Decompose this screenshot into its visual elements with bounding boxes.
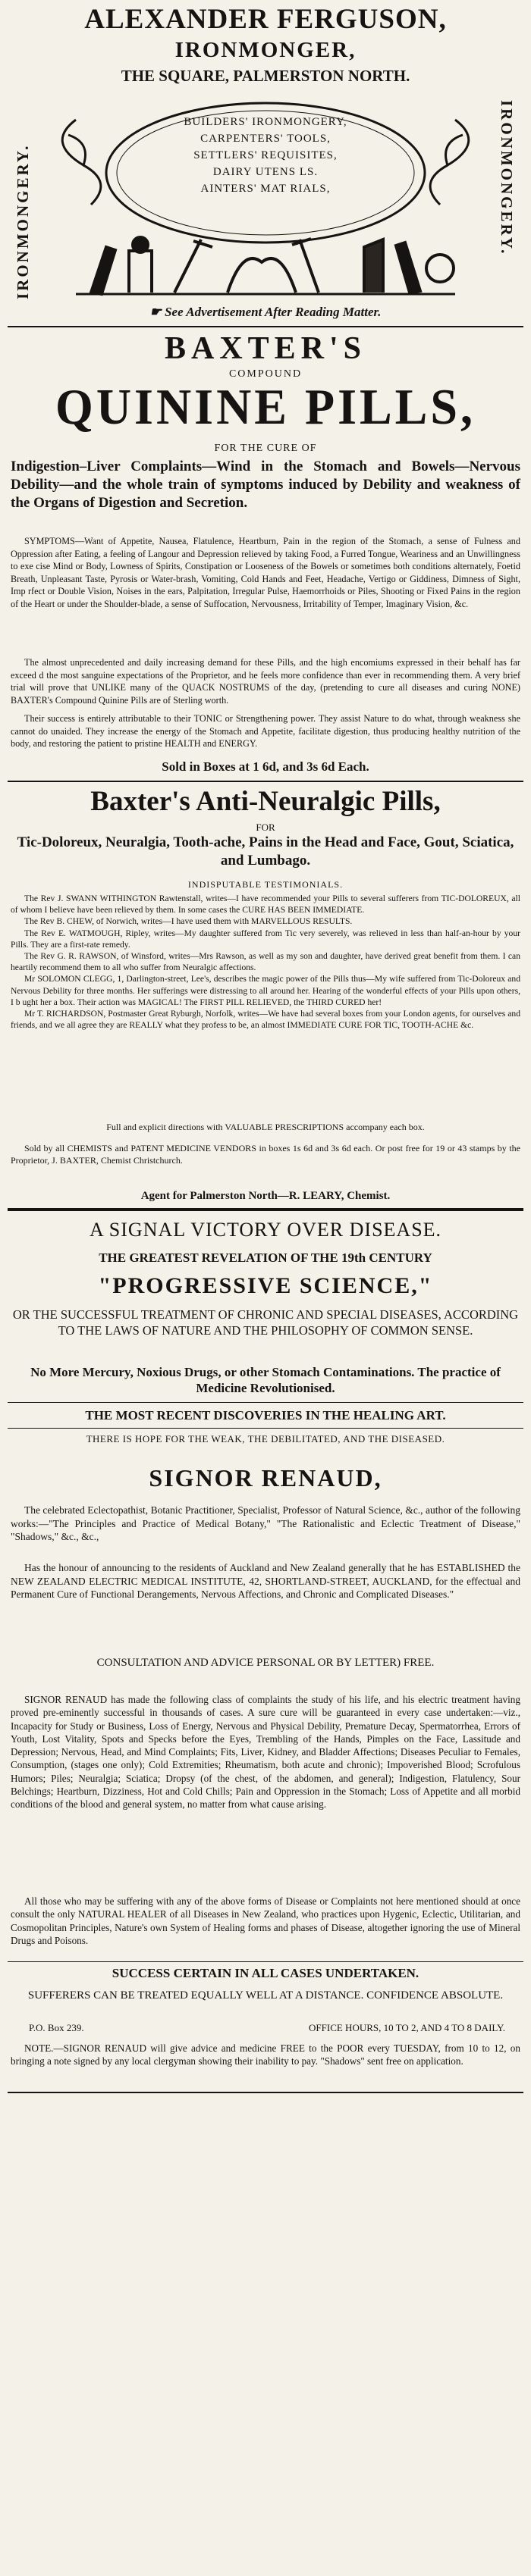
renaud-headline: A SIGNAL VICTORY OVER DISEASE. bbox=[89, 1219, 442, 1241]
testimonial: The Rev J. SWANN WITHINGTON Rawtenstall, writes—I have recommended your Pills to several sufferers from TIC-DOLOREUX, all of whom I believe have been relieved by them. In some cases the CURE HAS BEEN IMMEDIATE. bbox=[11, 894, 520, 916]
testimonial: Mr SOLOMON CLEGG, 1, Darlington-street, Lee's, describes the magic power of the Pills thus—My wife suffered from Tic-Doloreux and Nervous Debility for three months. Her sufferings were distressing to all around her. Hearing of the wonderful effects of your Pills upon others, I b ught her a box. Their action was MAGICAL! The FIRST PILL RELIEVED, the THIRD CURED her! bbox=[11, 974, 520, 1007]
neuralgic-directions: Full and explicit directions with VALUABLE PRESCRIPTIONS accompany each box. bbox=[106, 1122, 425, 1132]
blank-newsprint bbox=[0, 2099, 531, 2576]
baxter-for-cure: FOR THE CURE OF bbox=[214, 443, 317, 454]
baxter-price: Sold in Boxes at 1 6d, and 3s 6d Each. bbox=[162, 759, 369, 774]
neuralgic-for: FOR bbox=[256, 822, 275, 833]
renaud-name: SIGNOR RENAUD, bbox=[149, 1464, 382, 1491]
divider bbox=[8, 1208, 523, 1211]
banner-line: AINTERS' MAT RIALS, bbox=[200, 183, 331, 195]
neuralgic-sold-by: Sold by all CHEMISTS and PATENT MEDICINE VENDORS in boxes 1s 6d and 3s 6d each. Or post free for 19 or 43 stamps by the Proprietor, J. BAXTER, Chemist Christchurch. bbox=[11, 1143, 520, 1166]
testimonial: The Rev B. CHEW, of Norwich, writes—I have used them with MARVELLOUS RESULTS. bbox=[24, 916, 353, 927]
neuralgic-agent: Agent for Palmerston North—R. LEARY, Chemist. bbox=[140, 1190, 391, 1202]
ferguson-trade: IRONMONGER, bbox=[174, 38, 357, 62]
banner-line: DAIRY UTENS LS. bbox=[212, 166, 319, 178]
scroll-left bbox=[62, 120, 101, 205]
divider bbox=[8, 1961, 523, 1962]
renaud-contact bbox=[11, 2022, 520, 2034]
renaud-consultation: CONSULTATION AND ADVICE PERSONAL OR BY LETTER) FREE. bbox=[96, 1657, 435, 1669]
baxter-success: The almost unprecedented and daily increasing demand for these Pills, and the high encomiums expressed in their behalf has far exceed d the most sanguine expectations of the Proprietor, and he feels more confidence than ever in recommending them. A very brief trial will prove that UNLIKE many of the QUACK NOSTRUMS of the day, (pretending to cure all diseases and curing NONE) BAXTER's Compound Quinine Pills are of Sterling worth. bbox=[11, 657, 520, 706]
renaud-hope: THERE IS HOPE FOR THE WEAK, THE DEBILITATED, AND THE DISEASED. bbox=[86, 1433, 445, 1445]
renaud-distance: SUFFERERS CAN BE TREATED EQUALLY WELL AT A DISTANCE. CONFIDENCE ABSOLUTE. bbox=[27, 1989, 504, 2002]
tools-row bbox=[76, 237, 455, 294]
baxter-product: QUININE PILLS, bbox=[55, 378, 476, 435]
renaud-note: NOTE.—SIGNOR RENAUD will give advice and medicine FREE to the POOR every TUESDAY, from 10 to 12, on bringing a note signed by any local clergyman showing their inability to pay. "Shadows" sent free on application. bbox=[11, 2042, 520, 2067]
renaud-recent: THE MOST RECENT DISCOVERIES IN THE HEALING ART. bbox=[85, 1408, 446, 1423]
testimonials-heading: INDISPUTABLE TESTIMONIALS. bbox=[187, 879, 344, 890]
ferguson-side-right: IRONMONGERY. bbox=[498, 100, 516, 256]
renaud-science: "PROGRESSIVE SCIENCE," bbox=[98, 1273, 433, 1298]
baxter-title: BAXTER'S bbox=[164, 331, 367, 366]
ferguson-side-left: IRONMONGERY. bbox=[14, 143, 32, 299]
divider bbox=[8, 781, 523, 782]
renaud-hours: OFFICE HOURS, 10 TO 2, AND 4 TO 8 DAILY. bbox=[309, 2022, 505, 2033]
testimonial: Mr T. RICHARDSON, Postmaster Great Ryburgh, Norfolk, writes—We have had several boxes from your London agents, for ourselves and friends, and we all agree they are REALLY what they profess to be, an almost IMMEDIATE CURE FOR TIC, TOOTH-ACHE &c. bbox=[11, 1009, 520, 1031]
divider bbox=[8, 1428, 523, 1429]
renaud-all-those: All those who may be suffering with any of the above forms of Disease or Complaints not here mentioned should at once consult the only NATURAL HEALER of all Diseases in New Zealand, who practices upon Hygenic, Eclectic, Utilitarian, and Cosmopolitan Principles, Nature's own System of Healing forms and phases of Disease, altogether ignoring the use of Mineral Drugs and Poisons. bbox=[11, 1895, 520, 1946]
baxter-indications: Indigestion–Liver Complaints—Wind in the Stomach and Bowels—Nervous Debility—and the whole train of symptoms induced by Debility and weakness of the Organs of Digestion and Secretion. bbox=[11, 459, 520, 511]
renaud-or-the: OR THE SUCCESSFUL TREATMENT OF CHRONIC AND SPECIAL DISEASES, ACCORDING TO THE LAWS OF NATURE AND THE PHILOSOPHY OF COMMON SENSE. bbox=[12, 1307, 519, 1338]
renaud-no-mercury: No More Mercury, Noxious Drugs, or other Stomach Contaminations. The practice of Medicine Revolutionised. bbox=[30, 1365, 501, 1395]
baxter-tonic: Their success is entirely attributable to their TONIC or Strengthening power. They assist Nature to do what, through weakness she cannot do unaided. They increase the energy of the Stomach and Appetite, facilitate digestion, thus producing healthy nutrition of the body, and restoring the patient to pristine HEALTH and ENERGY. bbox=[11, 713, 520, 749]
divider bbox=[8, 1402, 523, 1403]
testimonial: The Rev G. R. RAWSON, of Winsford, writes—Mrs Rawson, as well as my son and daughter, have derived great benefit from them. I can heartily recommend them to all who suffer from Neuralgic affections. bbox=[11, 951, 520, 973]
renaud-treats: SIGNOR RENAUD has made the following class of complaints the study of his life, and his electric treatment having proved pre-eminently successful in thousands of cases. A sure cure will be guaranteed in every case undertaken:—viz., Incapacity for Study or Business, Loss of Energy, Nervous and Physical Debility, Premature Decay, Spermatorrhea, Errors of Youth, Lost Vitality, Spots and Specks before the Eyes, Trembling of the Hands, Pimples on the Face, Lassitude and Depression; Nervous, Head, and Mind Complaints; Fits, Liver, Kidney, and Bladder Affections; Diseases Peculiar to Females, Consumption, (stages one only); Cold Extremities; Rheumatism, both acute and chronic); Impoverished Blood; Scrofulous Humors; Piles; Neuralgia; Sciatica; Dropsy (of the chest, of the abdomen, and general); Indigestion, Flatulency, Sour Belchings; Heartburn, Dizziness, Hot and Cold Chills; Pain and Oppression in the Stomach; Loss of Appetite and all morbid conditions of the blood and general system, no matter from what cause arising. bbox=[11, 1694, 520, 1811]
neuralgic-conditions: Tic-Doloreux, Neuralgia, Tooth-ache, Pains in the Head and Face, Gout, Sciatica, and Lumbago. bbox=[17, 834, 514, 869]
renaud-success: SUCCESS CERTAIN IN ALL CASES UNDERTAKEN. bbox=[112, 1966, 419, 1980]
testimonial: The Rev E. WATMOUGH, Ripley, writes—My daughter suffered from Tic very severely, was relieved in less than half-an-hour by your Pills. They are a first-rate remedy. bbox=[11, 928, 520, 950]
renaud-announce: Has the honour of announcing to the residents of Auckland and New Zealand generally that he has ESTABLISHED the NEW ZEALAND ELECTRIC MEDICAL INSTITUTE, 42, SHORTLAND-STREET, AUCKLAND, for the effectual and Permanent Cure of Functional Derangements, Nervous Affections, and Chronic and Complicated Diseases." bbox=[11, 1562, 520, 1600]
renaud-intro: The celebrated Eclectopathist, Botanic Practitioner, Specialist, Professor of Natural Science, &c., author of the following works:—"The Principles and Practice of Medical Botany," "The Rationalistic and Eclectic Treatment of Disease," "Shadows," &c., &c., bbox=[11, 1504, 520, 1542]
renaud-revelation: THE GREATEST REVELATION OF THE 19th CENTURY bbox=[99, 1250, 432, 1265]
ferguson-footer bbox=[11, 305, 520, 320]
pointing-hand-icon: ☛ bbox=[149, 305, 165, 319]
divider bbox=[8, 326, 523, 327]
testimonials-list bbox=[11, 893, 520, 1031]
ferguson-name: ALEXANDER FERGUSON, bbox=[84, 4, 447, 35]
scroll-right bbox=[430, 120, 469, 205]
divider bbox=[8, 2092, 523, 2093]
baxter-symptoms: SYMPTOMS—Want of Appetite, Nausea, Flatulence, Heartburn, Pain in the region of the Stomach, a sense of Fulness and Oppression after Eating, a feeling of Langour and Depression relieved by taking Food, a Furred Tongue, Weariness and an Unwillingness to exe cise Mind or Body, Lowness of Spirits, Constipation or Looseness of the Bowels or sometimes both conditions alternately, Foetid Breath, Unpleasant Taste, Pyrosis or Water-brash, Vomiting, Cold Hands and Feet, Headache, Vertigo or Giddiness, Dimness of Sight, Imp rfect or Double Vision, Noises in the ears, Palpitation, Irregular Pulse, Haemorrhoids or Piles, Shooting or Fixed Pains in the region of the Heart or under the Shoulder-blade, a sense of Suffocation, Nervousness, Irritability of Temper, Imaginary Vision, &c. bbox=[11, 536, 520, 609]
ferguson-footer-text: See Advertisement After Reading Matter. bbox=[165, 305, 382, 319]
banner-line: BUILDERS' IRONMONGERY, bbox=[184, 116, 347, 128]
renaud-po-box: P.O. Box 239. bbox=[29, 2022, 84, 2033]
ferguson-banner bbox=[152, 114, 379, 197]
banner-line: CARPENTERS' TOOLS, bbox=[200, 133, 331, 145]
neuralgic-title: Baxter's Anti-Neuralgic Pills, bbox=[90, 786, 441, 817]
ferguson-address: THE SQUARE, PALMERSTON NORTH. bbox=[121, 67, 410, 85]
baxter-compound: COMPOUND bbox=[228, 368, 303, 380]
banner-line: SETTLERS' REQUISITES, bbox=[193, 149, 338, 161]
